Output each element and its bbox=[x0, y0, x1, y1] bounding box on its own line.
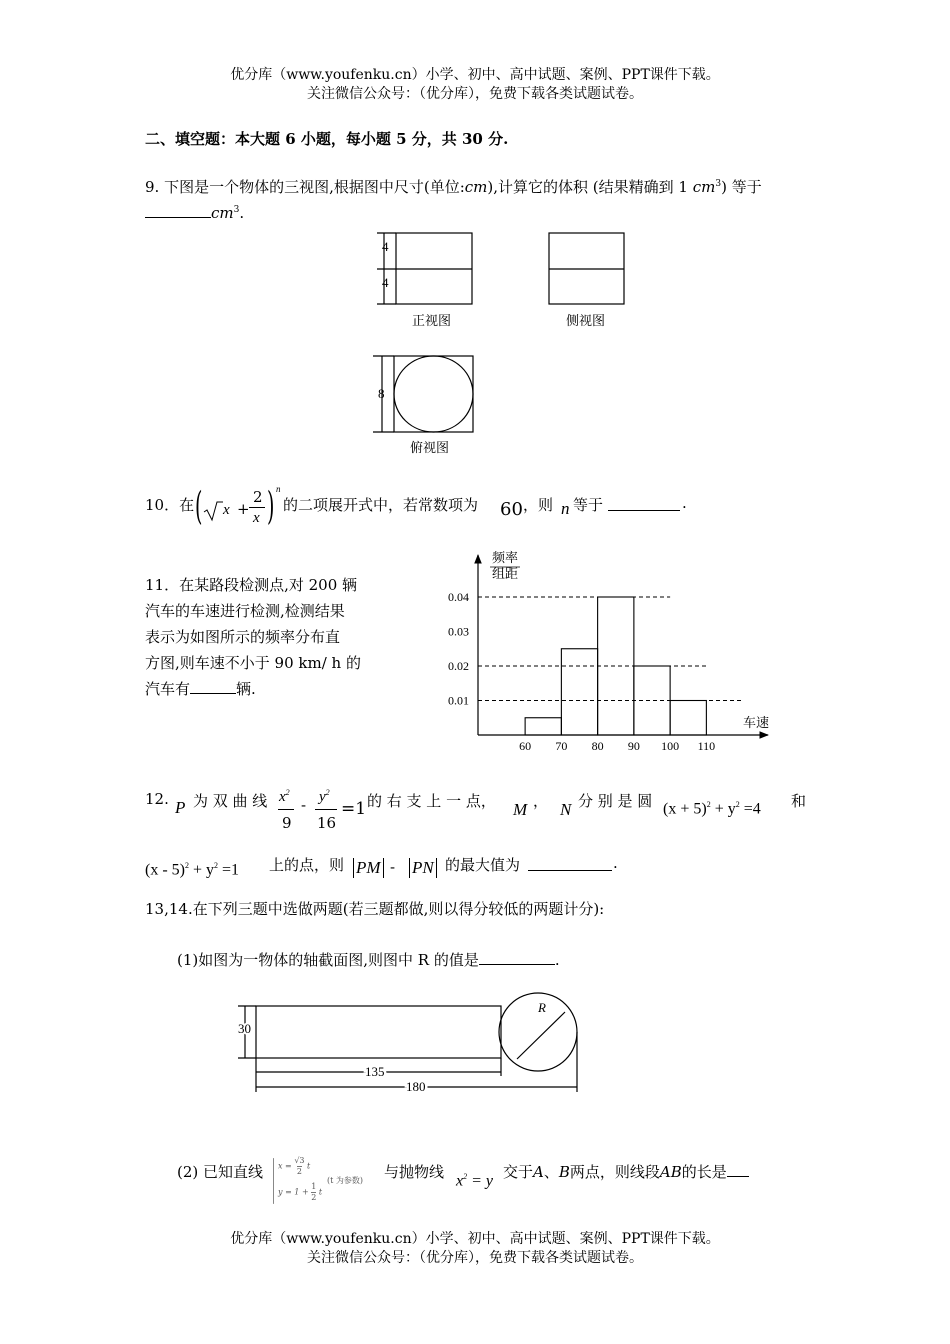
front-view bbox=[377, 233, 472, 304]
x-tick-label: 80 bbox=[591, 739, 604, 753]
q10-sqrt-icon bbox=[203, 500, 223, 522]
fig-dim-135: 135 bbox=[365, 1064, 385, 1079]
y-tick-label: 0.02 bbox=[448, 659, 469, 673]
header-line-1: 优分库（www.youfenku.cn）小学、初中、高中试题、案例、PPT课件下载。 bbox=[230, 67, 720, 83]
q10-blank[interactable] bbox=[608, 496, 680, 511]
q11-line-1: 11．在某路段检测点,对 200 辆 bbox=[145, 576, 358, 594]
x-label: 车速 bbox=[743, 715, 770, 730]
x-tick-label: 90 bbox=[627, 739, 640, 753]
x-tick-label: 60 bbox=[519, 739, 532, 753]
side-view-label: 侧视图 bbox=[566, 313, 606, 328]
q10: 10．在 ( x + 2 x ) n 的二项展开式中，若常数项为 60 ，则 n 等于 . bbox=[145, 484, 687, 528]
front-dim-top: 4 bbox=[382, 239, 389, 254]
param-y-eq: $y = 1 + \frac{1}{2}$ t bbox=[278, 1182, 323, 1202]
axial-section-figure bbox=[220, 990, 600, 1100]
q11-line-5: 汽车有 辆. bbox=[145, 680, 256, 698]
q10-frac-bar bbox=[249, 507, 265, 508]
q11-line-3: 表示为如图所示的频率分布直 bbox=[145, 628, 341, 646]
y-label-top: 频率 bbox=[492, 550, 519, 565]
top-dim: 8 bbox=[378, 386, 385, 401]
x-tick-label: 100 bbox=[661, 739, 680, 753]
x-tick-label: 110 bbox=[697, 739, 716, 753]
top-view bbox=[373, 356, 473, 432]
header-line-2: 关注微信公众号：（优分库），免费下载各类试题试卷。 bbox=[307, 86, 643, 102]
q11-line-4: 方图,则车速不小于 90 km/ h 的 bbox=[145, 654, 361, 672]
q12-blank[interactable] bbox=[528, 856, 612, 871]
q1314-title: 13,14.在下列三题中选做两题(若三题都做,则以得分较低的两题计分): bbox=[145, 900, 605, 918]
side-view bbox=[549, 233, 624, 304]
front-view-label: 正视图 bbox=[412, 313, 452, 328]
x-tick-label: 70 bbox=[555, 739, 568, 753]
histogram-bar bbox=[561, 649, 597, 735]
histogram-bar bbox=[525, 718, 561, 735]
fig-r-label: R bbox=[538, 1000, 546, 1015]
q12-line-1: 12. P 为 双 曲 线 $x^2$ 9 - $y^2$ 16 =1 的 右 支 上 一 点， M ， N 分 别 是 圆 $(x + 5)^2 + y^2 =4$ 和 bbox=[145, 788, 807, 832]
front-dim-bottom: 4 bbox=[382, 275, 389, 290]
q9-text: 9. 下图是一个物体的三视图,根据图中尺寸(单位:cm),计算它的体积 (结果精确到 1 $cm^3$) 等于 bbox=[145, 178, 762, 196]
param-note: (t 为参数) bbox=[327, 1176, 363, 1185]
q12-frac2-bar bbox=[315, 809, 337, 810]
param-x-eq: $x = \frac{√3}{2}$ t bbox=[278, 1156, 311, 1176]
top-view-label: 俯视图 bbox=[410, 440, 450, 455]
three-view-figure bbox=[0, 0, 950, 470]
q12-frac1-bar bbox=[278, 809, 294, 810]
q10-lparen: ( bbox=[195, 484, 203, 528]
q10-rparen: ) bbox=[267, 484, 275, 528]
cylinder-rect bbox=[256, 1006, 501, 1058]
histogram-bar bbox=[670, 701, 706, 736]
q11-blank[interactable] bbox=[190, 679, 236, 694]
y-tick-label: 0.04 bbox=[448, 590, 469, 604]
q1314-part1: (1)如图为一物体的轴截面图,则图中 R 的值是 . bbox=[177, 951, 560, 969]
section-title: 二、填空题：本大题 6 小题，每小题 5 分，共 30 分. bbox=[145, 130, 509, 148]
radius-line bbox=[517, 1012, 565, 1059]
fig-dim-180: 180 bbox=[406, 1079, 426, 1094]
fig-dim-30: 30 bbox=[238, 1021, 251, 1036]
y-tick-label: 0.01 bbox=[448, 693, 469, 708]
q13-blank[interactable] bbox=[479, 950, 555, 965]
q14-blank[interactable] bbox=[727, 1162, 749, 1177]
q11-line-2: 汽车的车速进行检测,检测结果 bbox=[145, 602, 345, 620]
histogram bbox=[430, 545, 780, 760]
q12-line-2: $(x - 5)^2 + y^2 =1$ 上的点，则 PM - PN 的最大值为 . bbox=[145, 854, 618, 879]
q1314-part2: (2) 已知直线 $x = \frac{√3}{2}$ t $y = 1 + \frac{1}{2}$ t (t 为参数) 与抛物线 $x^2 = y$ 交于A、B两点，则线段AB的长是 bbox=[177, 1152, 817, 1212]
y-label-bottom: 组距 bbox=[492, 566, 519, 581]
y-tick-label: 0.03 bbox=[448, 624, 469, 639]
q11-text bbox=[145, 572, 361, 702]
footer-line-2: 关注微信公众号：（优分库），免费下载各类试题试卷。 bbox=[307, 1250, 643, 1266]
footer-line-1: 优分库（www.youfenku.cn）小学、初中、高中试题、案例、PPT课件下载。 bbox=[230, 1231, 720, 1247]
system-brace bbox=[273, 1158, 274, 1204]
q9-answer-line: $cm^3$. bbox=[145, 203, 244, 222]
